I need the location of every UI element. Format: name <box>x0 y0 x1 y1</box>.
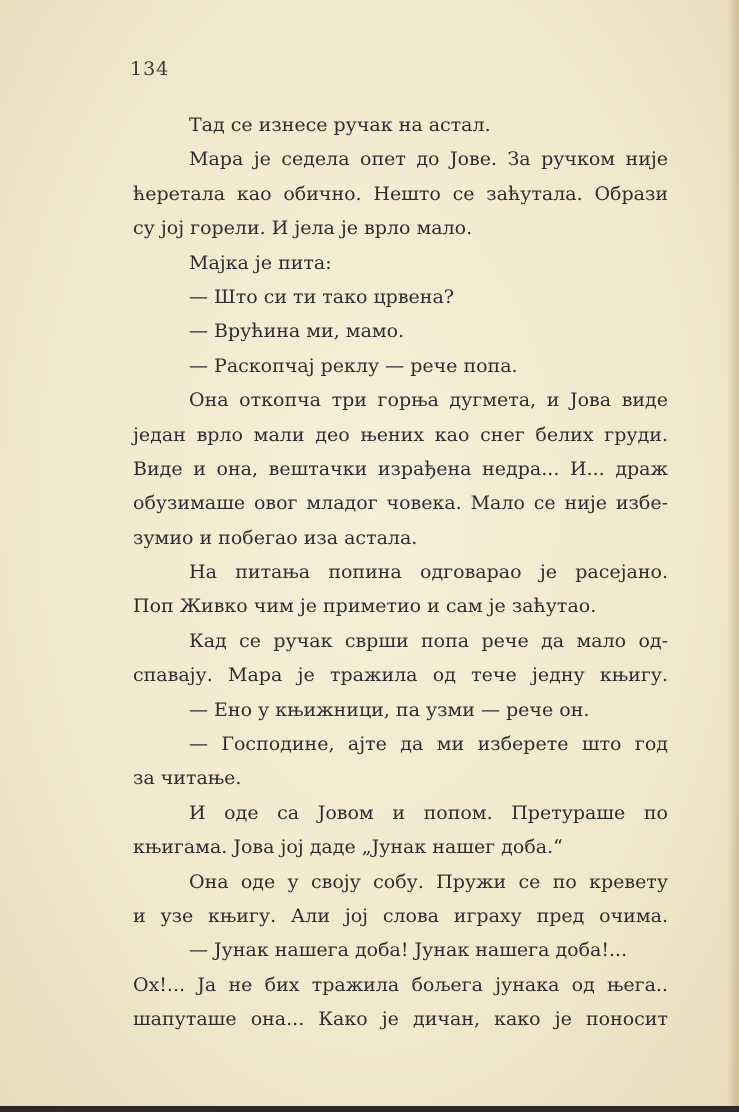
text-line: Тад се изнесе ручак на астал. <box>189 114 491 136</box>
text-line: су јој горели. И јела је врло мало. <box>133 217 473 240</box>
text-line: Ох!... Ја не бих тражила бољега јунака од њега.. <box>133 973 668 996</box>
text-line: спавају. Мара је тражила од тече једну књигу. <box>133 664 668 687</box>
text-line: — Јунак нашега доба! Јунак нашега доба!... <box>189 939 628 962</box>
text-line: зумио и побегао иза астала. <box>133 526 418 549</box>
page-number: 134 <box>130 58 170 80</box>
text-line: — Раскопчај реклу — рече попа. <box>189 354 518 377</box>
text-line: Она откопча три горња дугмета, и Јова виде <box>189 389 668 412</box>
text-line: И оде са Јовом и попом. Претураше по <box>189 801 668 824</box>
text-line: ћеретала као обично. Нешто се заћутала. Образи <box>133 182 668 205</box>
text-line: књигама. Јова јој даде „Јунак нашег доба.“ <box>133 836 563 859</box>
scan-border <box>0 1106 739 1112</box>
text-line: за читање. <box>133 767 242 790</box>
text-line: — Врућина ми, мамо. <box>189 320 405 343</box>
text-line: шапуташе она... Како је дичан, како је поносит <box>133 1008 668 1031</box>
text-line: Виде и она, вештачки израђена недра... И... драж <box>133 457 668 480</box>
text-line: и узе књигу. Али јој слова играху пред очима. <box>133 904 668 927</box>
text-line: — Ено у књижници, па узми — рече он. <box>189 698 590 721</box>
text-line: — Господине, ајте да ми изберете што год <box>189 733 668 756</box>
text-line: Мајка је пита: <box>189 251 332 274</box>
text-line: Она оде у своју собу. Пружи се по кревету <box>189 870 668 893</box>
body-text <box>133 108 668 1037</box>
text-line: Поп Живко чим је приметио и сам је заћутао. <box>133 595 597 618</box>
text-line: Кад се ручак сврши попа рече да мало од- <box>189 629 668 652</box>
text-line: Мара је седела опет до Јове. За ручком није <box>189 148 668 171</box>
page-edge-shadow <box>727 0 739 1112</box>
text-line: један врло мали део њених као снег белих груди. <box>133 423 668 446</box>
text-line: обузимаше овог младог човека. Мало се није избе- <box>133 492 668 515</box>
text-line: На питања попина одговарао је расејано. <box>189 561 668 584</box>
text-line: — Што си ти тако црвена? <box>189 285 454 308</box>
